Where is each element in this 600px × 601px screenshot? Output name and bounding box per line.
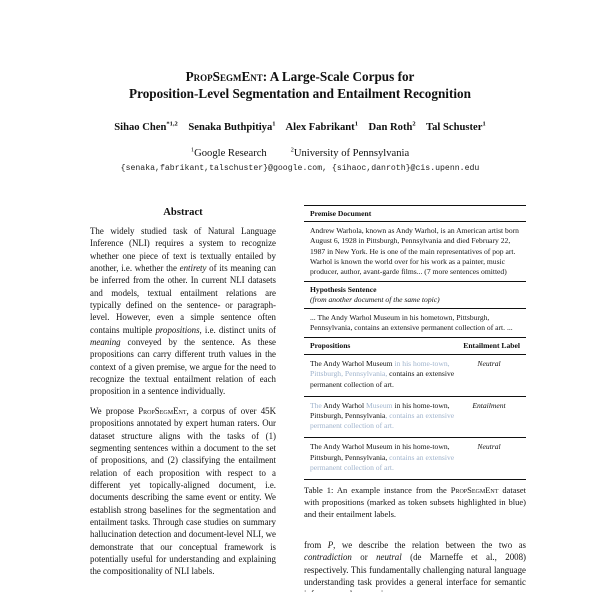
title-system-name: PropSegmEnt — [185, 69, 263, 84]
prop-token: The Andy Warhol Museum in his home-town, Pittsburgh, Pennsylvania, — [310, 442, 450, 462]
text-run: The widely studied task of Natural Language Inference (NLI) requires a system to recognize whether one piece of text is textually entailed by another, i.e. whether the — [90, 226, 276, 274]
author-sup: 1 — [482, 120, 486, 128]
emphasis: entirety — [179, 263, 207, 274]
author-sup: 2 — [412, 120, 416, 128]
author-name: Dan Roth — [368, 122, 413, 133]
affil-sup: 2 — [290, 146, 294, 154]
page-crop-edge — [0, 592, 600, 600]
author-list — [60, 121, 540, 135]
text-run: or — [351, 552, 377, 563]
text-run: (de Marneffe et al., 2008) respectively. This fundamentally challenging natural language understanding task provides a general interface for semantic — [304, 552, 526, 588]
prop-token-faded: Museum — [366, 400, 393, 410]
paper-title — [60, 68, 540, 102]
emphasis: propositions — [155, 324, 200, 335]
entailment-label: Neutral — [477, 442, 501, 452]
affil-sup: 1 — [190, 146, 195, 154]
col-entailment-label: Entailment Label — [463, 341, 520, 351]
prop-token-faded: The — [310, 400, 322, 410]
entailment-label: Neutral — [477, 359, 501, 369]
affiliations — [60, 147, 540, 161]
author-sup: 1 — [354, 120, 358, 128]
prop-token: in his home-town, Pittsburgh, Pennsylvania — [310, 400, 450, 421]
text-run: from — [304, 540, 328, 550]
text-run: conveyed by the sentence. As these propositions can carry different truth values in the context of a given premise, we argue for the need to recognize the textual entailment relation of each proposition in a sentence individually. — [90, 337, 276, 397]
proposition-text — [310, 442, 458, 473]
table-rule — [304, 479, 526, 480]
proposition-text — [310, 401, 458, 432]
title-part-1: : A Large-Scale Corpus for — [262, 69, 415, 84]
system-name: PropSegmEnt — [138, 405, 187, 416]
text-run: of its meaning can be inferred from the other. In current NLI datasets and models, textual entailment relations are typically defined on the sentence- or paragraph-level. However, even a simple sentence often contains multiple — [90, 263, 276, 335]
prop-token: Andy Warhol — [321, 400, 366, 410]
example-table — [304, 205, 526, 480]
author-name: Alex Fabrikant — [285, 122, 355, 133]
author-emails: {senaka,fabrikant,talschuster}@google.com, {sihaoc,danroth}@cis.upenn.edu — [120, 164, 480, 173]
author-name: Senaka Buthpitiya — [188, 122, 273, 133]
prop-token: The Andy Warhol Museum — [310, 359, 393, 369]
text-run: , we describe the relation between the two as — [333, 540, 526, 550]
hypothesis-text: ... The Andy Warhol Museum in his hometown, Pittsburgh, Pennsylvania, contains an extensive permanent collection of art. ... — [310, 312, 513, 332]
prop-token-faded: , contains an extensive permanent collection of art. — [310, 411, 455, 431]
col-propositions: Propositions — [310, 341, 351, 351]
prop-token-faded: in his home-town, Pittsburgh, Pennsylvania, — [310, 359, 450, 379]
affil-name: Google Research — [194, 148, 267, 159]
prop-token: contains an extensive permanent collection of art. — [310, 369, 455, 389]
system-name: PropSegmEnt — [450, 485, 499, 495]
proposition-row — [304, 397, 526, 438]
abstract-body — [90, 225, 276, 585]
author-sup: *1,2 — [166, 120, 178, 128]
text-run: dataset with propositions (marked as token subsets highlighted in blue) and their entailment labels. — [304, 485, 526, 519]
author-sup: 1 — [272, 120, 276, 128]
text-run: , a corpus of over 45K propositions annotated by expert human raters. Our dataset structure aligns with the tasks of (1) segmenting sentences within a document to the set of propositions, and (2) classifying the entailment relation of each proposition with respect to a different yet topically-aligned document, i.e. documents describing the same event or entity. We establish strong baselines for the segmentation and entailment tasks. Through case studies on summary hallucination detection and document-level NLI, we demonstrate that our conceptual framework is potentially useful for understanding and explaining the compositionality of NLI labels. — [90, 405, 277, 577]
author-name: Tal Schuster — [426, 122, 483, 133]
text-run: We propose — [90, 405, 139, 416]
math-variable: P — [327, 540, 334, 550]
hypothesis-heading: Hypothesis Sentence — [310, 285, 377, 295]
emphasis: neutral — [376, 552, 402, 563]
author-name: Sihao Chen — [114, 122, 167, 133]
emphasis: contradiction — [304, 552, 352, 563]
premise-text: Andrew Warhola, known as Andy Warhol, is an American artist born August 6, 1928 in Pittsburgh, Pennsylvania and died February 22, 1987 in New York. He is one of the main representatives of pop art. Warhol is known the world over for his work as a painter, music producer, author, avant-garde films... (7 more sentences omitted) — [310, 226, 519, 277]
abstract-paragraph-2 — [90, 405, 276, 578]
abstract-heading: Abstract — [163, 207, 203, 218]
table-caption — [304, 484, 526, 520]
propositions-header — [304, 338, 526, 354]
proposition-text — [310, 359, 458, 390]
premise-heading: Premise Document — [310, 209, 372, 218]
proposition-row — [304, 438, 526, 479]
text-run: , i.e. distinct units of — [199, 324, 276, 335]
text-run: Table 1: An example instance from the — [304, 485, 451, 495]
proposition-row — [304, 355, 526, 396]
hypothesis-subheading: (from another document of the same topic) — [310, 295, 440, 305]
affil-name: University of Pennsylvania — [293, 148, 410, 159]
entailment-label: Entailment — [472, 400, 506, 410]
prop-token-faded: contains an extensive permanent collection of art. — [310, 452, 455, 472]
emphasis: meaning — [90, 337, 121, 348]
title-part-2: Proposition-Level Segmentation and Entailment Recognition — [129, 86, 471, 101]
abstract-paragraph-1 — [90, 225, 276, 398]
